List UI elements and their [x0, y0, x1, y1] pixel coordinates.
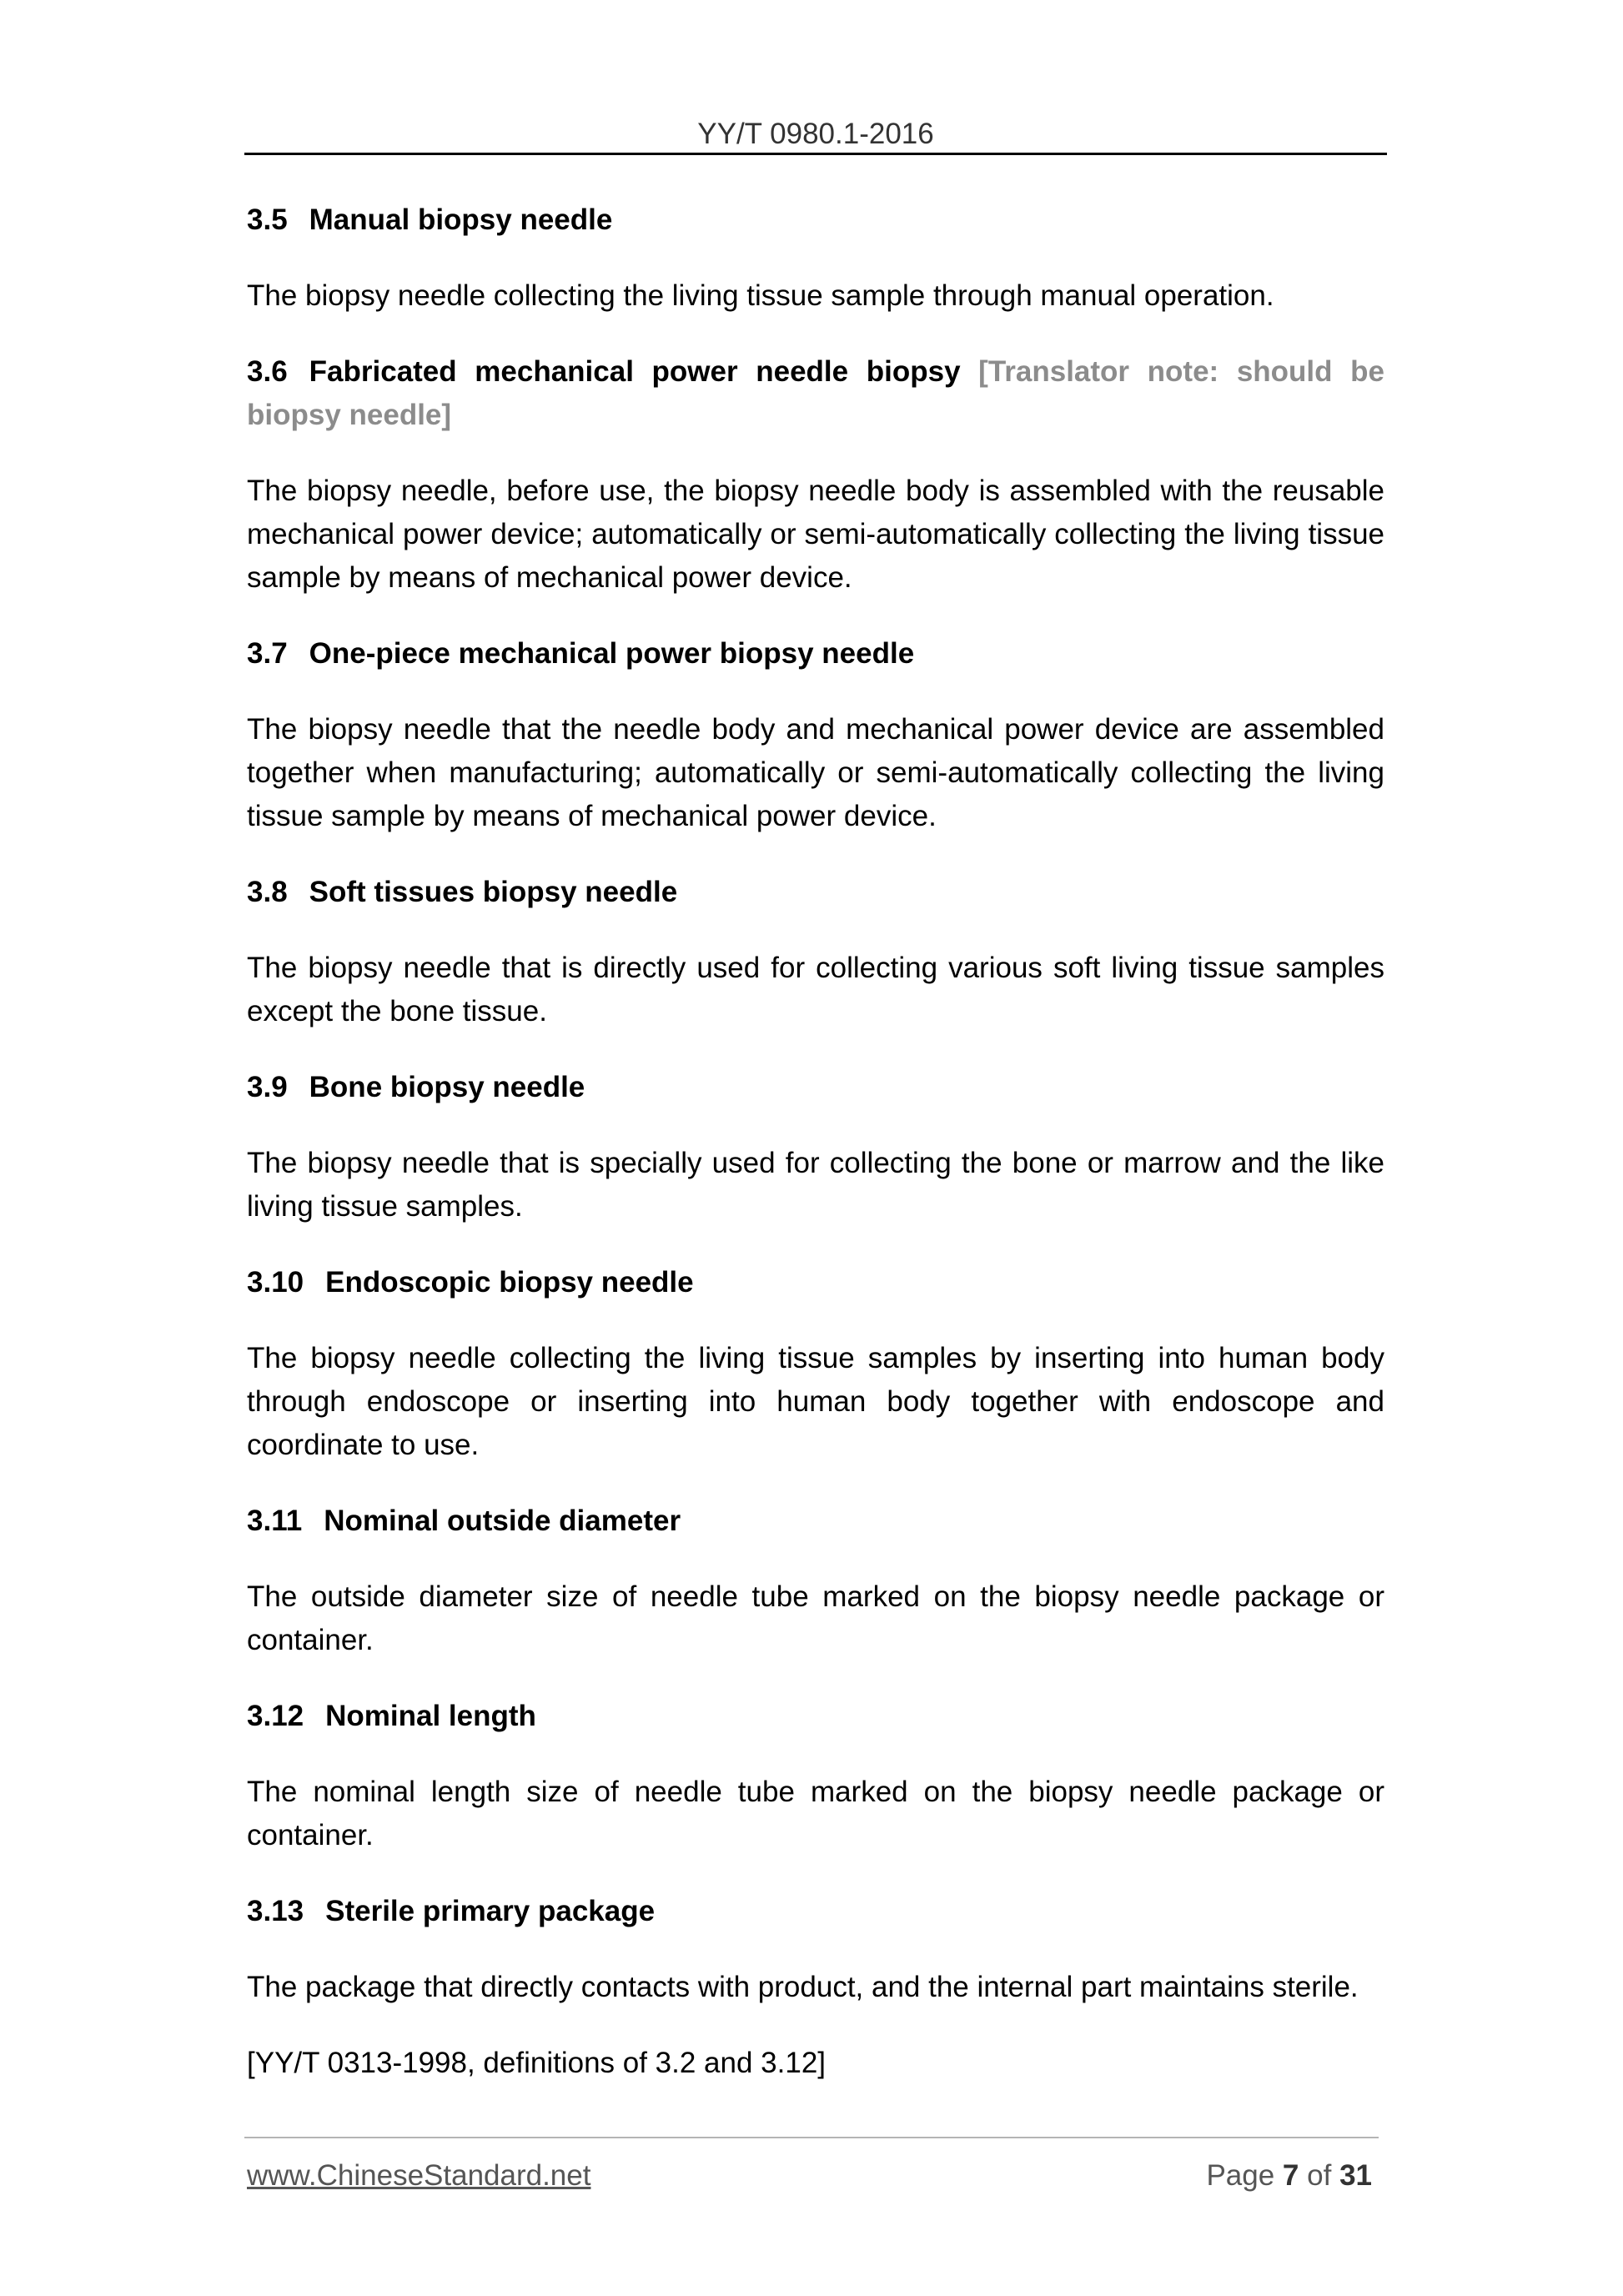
term-definition: The package that directly contacts with product, and the internal part maintains sterile. — [247, 1971, 1359, 2003]
term-definition: The biopsy needle collecting the living tissue samples by inserting into human body through endoscope or inserting into human body together with endoscope and coordinate to use. — [247, 1342, 1384, 1461]
term-number: 3.12 — [247, 1700, 304, 1732]
page-word: Page — [1206, 2159, 1275, 2192]
term-definition: The outside diameter size of needle tube marked on the biopsy needle package or container. — [247, 1580, 1384, 1656]
term-title: Manual biopsy needle — [309, 203, 613, 236]
term-number: 3.9 — [247, 1071, 288, 1103]
term-number: 3.8 — [247, 876, 288, 908]
term-heading — [247, 1261, 1384, 1304]
term-heading — [247, 1695, 1384, 1738]
term-definition: The biopsy needle collecting the living tissue sample through manual operation. — [247, 279, 1274, 312]
term-number: 3.11 — [247, 1505, 303, 1537]
term-heading — [247, 632, 1384, 676]
term-3-11 — [247, 1500, 1384, 1662]
document-page — [244, 0, 1387, 2296]
term-title: Endoscopic biopsy needle — [325, 1266, 694, 1299]
page-current: 7 — [1282, 2159, 1299, 2192]
term-definition: The nominal length size of needle tube marked on the biopsy needle package or container. — [247, 1776, 1384, 1851]
term-definition: The biopsy needle, before use, the biopsy needle body is assembled with the reusable mechanical power device; automatically or semi-automatically collecting the living tissue sample by means of mechanical power device. — [247, 475, 1384, 594]
term-3-6 — [247, 350, 1384, 600]
term-heading — [247, 350, 1384, 437]
translator-note: [Translator note: should be biopsy needle] — [247, 355, 1384, 431]
term-title: Sterile primary package — [325, 1895, 656, 1927]
term-3-8 — [247, 871, 1384, 1033]
page-number — [1206, 2156, 1372, 2196]
term-heading — [247, 1066, 1384, 1109]
term-heading — [247, 1890, 1384, 1933]
term-reference: [YY/T 0313-1998, definitions of 3.2 and 3.12] — [247, 2047, 827, 2079]
term-number: 3.6 — [247, 355, 288, 388]
term-title: Nominal length — [325, 1700, 536, 1732]
term-heading — [247, 1500, 1384, 1543]
term-3-5 — [247, 198, 1384, 318]
term-title: One-piece mechanical power biopsy needle — [309, 637, 915, 670]
term-number: 3.10 — [247, 1266, 304, 1299]
term-heading — [247, 198, 1384, 242]
term-number: 3.5 — [247, 203, 288, 236]
term-definition: The biopsy needle that is specially used for collecting the bone or marrow and the like living tissue samples. — [247, 1147, 1384, 1223]
term-number: 3.7 — [247, 637, 288, 670]
term-title: Bone biopsy needle — [309, 1071, 585, 1103]
document-body — [247, 198, 1384, 2085]
page-total: 31 — [1339, 2159, 1372, 2192]
term-3-13 — [247, 1890, 1384, 2085]
term-title: Soft tissues biopsy needle — [309, 876, 678, 908]
term-3-10 — [247, 1261, 1384, 1467]
term-definition: The biopsy needle that the needle body and mechanical power device are assembled together when manufacturing; automatically or semi-automatically collecting the living tissue sample by means of mechanical power device. — [247, 713, 1384, 832]
term-heading — [247, 871, 1384, 914]
header-rule — [244, 153, 1387, 155]
website-link[interactable]: www.ChineseStandard.net — [247, 2159, 591, 2192]
term-3-9 — [247, 1066, 1384, 1228]
term-3-12 — [247, 1695, 1384, 1857]
term-definition: The biopsy needle that is directly used for collecting various soft living tissue samples except the bone tissue. — [247, 952, 1384, 1027]
document-header: YY/T 0980.1-2016 — [697, 118, 934, 150]
term-number: 3.13 — [247, 1895, 304, 1927]
term-3-7 — [247, 632, 1384, 838]
term-title: Fabricated mechanical power needle biopsy — [309, 355, 961, 388]
footer-rule — [244, 2137, 1379, 2138]
term-title: Nominal outside diameter — [324, 1505, 681, 1537]
page-of: of — [1307, 2159, 1332, 2192]
